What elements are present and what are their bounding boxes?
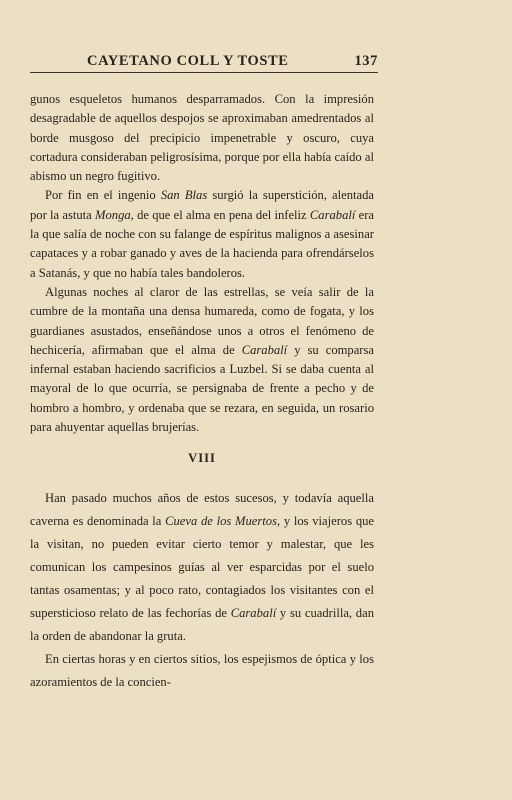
paragraph: En ciertas horas y en ciertos sitios, los espejismos de óptica y los azoramientos de la concien- xyxy=(30,651,374,689)
paragraph: gunos esqueletos humanos desparramados. Con la impresión desagradable de aquellos despojos se aproximaban amedrentados al borde musgoso del precipicio impenetrable y oscuro, cuya cortadura consideraban peligrosísima, porque por ella había caído al abismo un negro fugitivo. xyxy=(30,92,374,184)
italic-span: Carabalí xyxy=(241,342,288,357)
page-number: 137 xyxy=(354,53,378,69)
italic-span: San Blas xyxy=(160,188,208,203)
italic-span: Monga, xyxy=(95,207,134,222)
body-text xyxy=(30,90,374,694)
header-rule xyxy=(30,72,378,73)
paragraph: Han pasado muchos años de estos sucesos, y todavía aquella caverna es denominada la Cueva de los Muertos, y los viajeros que la visitan, no pueden evitar cierto temor y malestar, que les comunican los campesinos guías al ver esparcidas por el suelo tantas osamentas; y al poco rato, contagiados los visitantes con el supersticioso relato de las fechorías de Carabalí y su cuadrilla, dan la orden de abandonar la gruta. xyxy=(30,490,375,643)
italic-span: Cueva de los Muertos, xyxy=(165,513,281,528)
italic-span: Carabalí xyxy=(309,207,356,222)
running-head-author: CAYETANO COLL Y TOSTE xyxy=(87,53,289,69)
italic-span: Carabalí xyxy=(230,605,277,620)
section-heading: VIII xyxy=(188,451,216,466)
paragraph: Algunas noches al claror de las estrellas, se veía salir de la cumbre de la montaña una densa humareda, como de fogata, y los guardianes asustados, enseñándose unos a otros el fenómeno de hechicería, afirmaban que el alma de Carabalí y su comparsa infernal estaban haciendo sacrificios a Luzbel. Si se daba cuenta al mayoral de lo que ocurría, se persignaba de frente a pecho y de hombro a hombro, y ordenaba que se rezara, en seguida, un rosario para ahuyentar aquellas brujerías. xyxy=(30,284,374,435)
paragraph: Por fin en el ingenio San Blas surgió la superstición, alentada por la astuta Monga, de que el alma en pena del infeliz Carabalí era la que salía de noche con su falange de espíritus malignos a asesinar capataces y a robar ganado y aves de la hacienda para ofrendárselos a Satanás, y que no había tales bandoleros. xyxy=(30,188,375,280)
running-head xyxy=(30,48,378,70)
